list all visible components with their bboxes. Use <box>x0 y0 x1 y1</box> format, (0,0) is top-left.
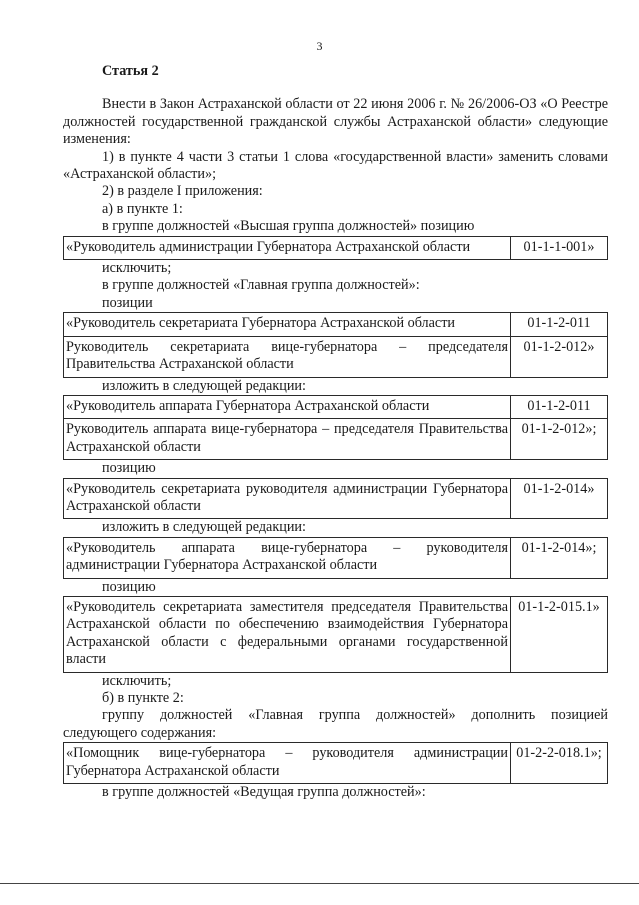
table-row <box>64 395 608 418</box>
positions-table-4 <box>63 478 608 520</box>
position-code: 01-1-2-014» <box>511 478 608 519</box>
position-name: Руководитель аппарата вице-губернатора – председателя Правительства Астраханской области <box>64 419 511 460</box>
item-2b: б) в пункте 2: <box>102 690 184 706</box>
main-group-intro: в группе должностей «Главная группа должностей»: <box>102 277 420 294</box>
position-code: 01-1-2-012»; <box>511 419 608 460</box>
positions-table-7 <box>63 742 608 784</box>
leading-group-intro: в группе должностей «Ведущая группа должностей»: <box>102 784 426 801</box>
table-row <box>64 743 608 784</box>
page-number: 3 <box>316 39 323 53</box>
article-title: Статья 2 <box>102 63 159 79</box>
position-name: Руководитель секретариата вице-губернатора – председателя Правительства Астраханской области <box>64 336 511 377</box>
position-name: «Руководитель секретариата заместителя председателя Правительства Астраханской области по обеспечению взаимодействия Губернатора Астраханской области с федеральными органами государственной власти <box>64 596 511 672</box>
main-group-add: группу должностей «Главная группа должностей» дополнить позицией следующего содержания: <box>63 707 608 741</box>
position-code: 01-1-2-014»; <box>511 537 608 578</box>
position-code: 01-1-2-015.1» <box>511 596 608 672</box>
positions-table-3 <box>63 395 608 460</box>
position-name: «Руководитель аппарата вице-губернатора – руководителя администрации Губернатора Астраханской области <box>64 537 511 578</box>
exclude-instruction: исключить; <box>102 260 172 277</box>
position-name: «Помощник вице-губернатора – руководителя администрации Губернатора Астраханской области <box>64 743 511 784</box>
position-name: «Руководитель администрации Губернатора Астраханской области <box>64 236 511 259</box>
table-row <box>64 336 608 377</box>
positions-table-6 <box>63 596 608 673</box>
edit-instruction: изложить в следующей редакции: <box>102 377 306 394</box>
table-row <box>64 313 608 336</box>
positions-table-5 <box>63 537 608 579</box>
document-body <box>63 63 608 801</box>
position-label: позицию <box>102 578 156 595</box>
table-row <box>64 419 608 460</box>
position-code: 01-1-2-011 <box>511 395 608 418</box>
table-row <box>64 236 608 259</box>
intro-paragraph: Внести в Закон Астраханской области от 22 июня 2006 г. № 26/2006-ОЗ «О Реестре должностей государственной гражданской службы Астраханской области» следующие изменения: <box>63 96 608 148</box>
table-row <box>64 596 608 672</box>
position-name: «Руководитель аппарата Губернатора Астраханской области <box>64 395 511 418</box>
edit-instruction: изложить в следующей редакции: <box>102 519 306 536</box>
item-1: 1) в пункте 4 части 3 статьи 1 слова «государственной власти» заменить словами «Астраханской области»; <box>63 148 608 183</box>
position-code: 01-1-2-012» <box>511 336 608 377</box>
table-row <box>64 478 608 519</box>
positions-table-1 <box>63 236 608 260</box>
positions-table-2 <box>63 312 608 377</box>
position-name: «Руководитель секретариата Губернатора Астраханской области <box>64 313 511 336</box>
exclude-instruction: исключить; <box>102 672 172 689</box>
item-2: 2) в разделе I приложения: <box>102 183 263 200</box>
position-code: 01-2-2-018.1»; <box>511 743 608 784</box>
position-code: 01-1-1-001» <box>511 236 608 259</box>
bottom-rule <box>0 883 639 884</box>
item-2a: а) в пункте 1: <box>102 200 183 217</box>
position-label: позицию <box>102 460 156 477</box>
position-name: «Руководитель секретариата руководителя администрации Губернатора Астраханской области <box>64 478 511 519</box>
position-code: 01-1-2-011 <box>511 313 608 336</box>
high-group-intro: в группе должностей «Высшая группа должностей» позицию <box>102 218 475 235</box>
table-row <box>64 537 608 578</box>
positions-label: позиции <box>102 294 153 311</box>
